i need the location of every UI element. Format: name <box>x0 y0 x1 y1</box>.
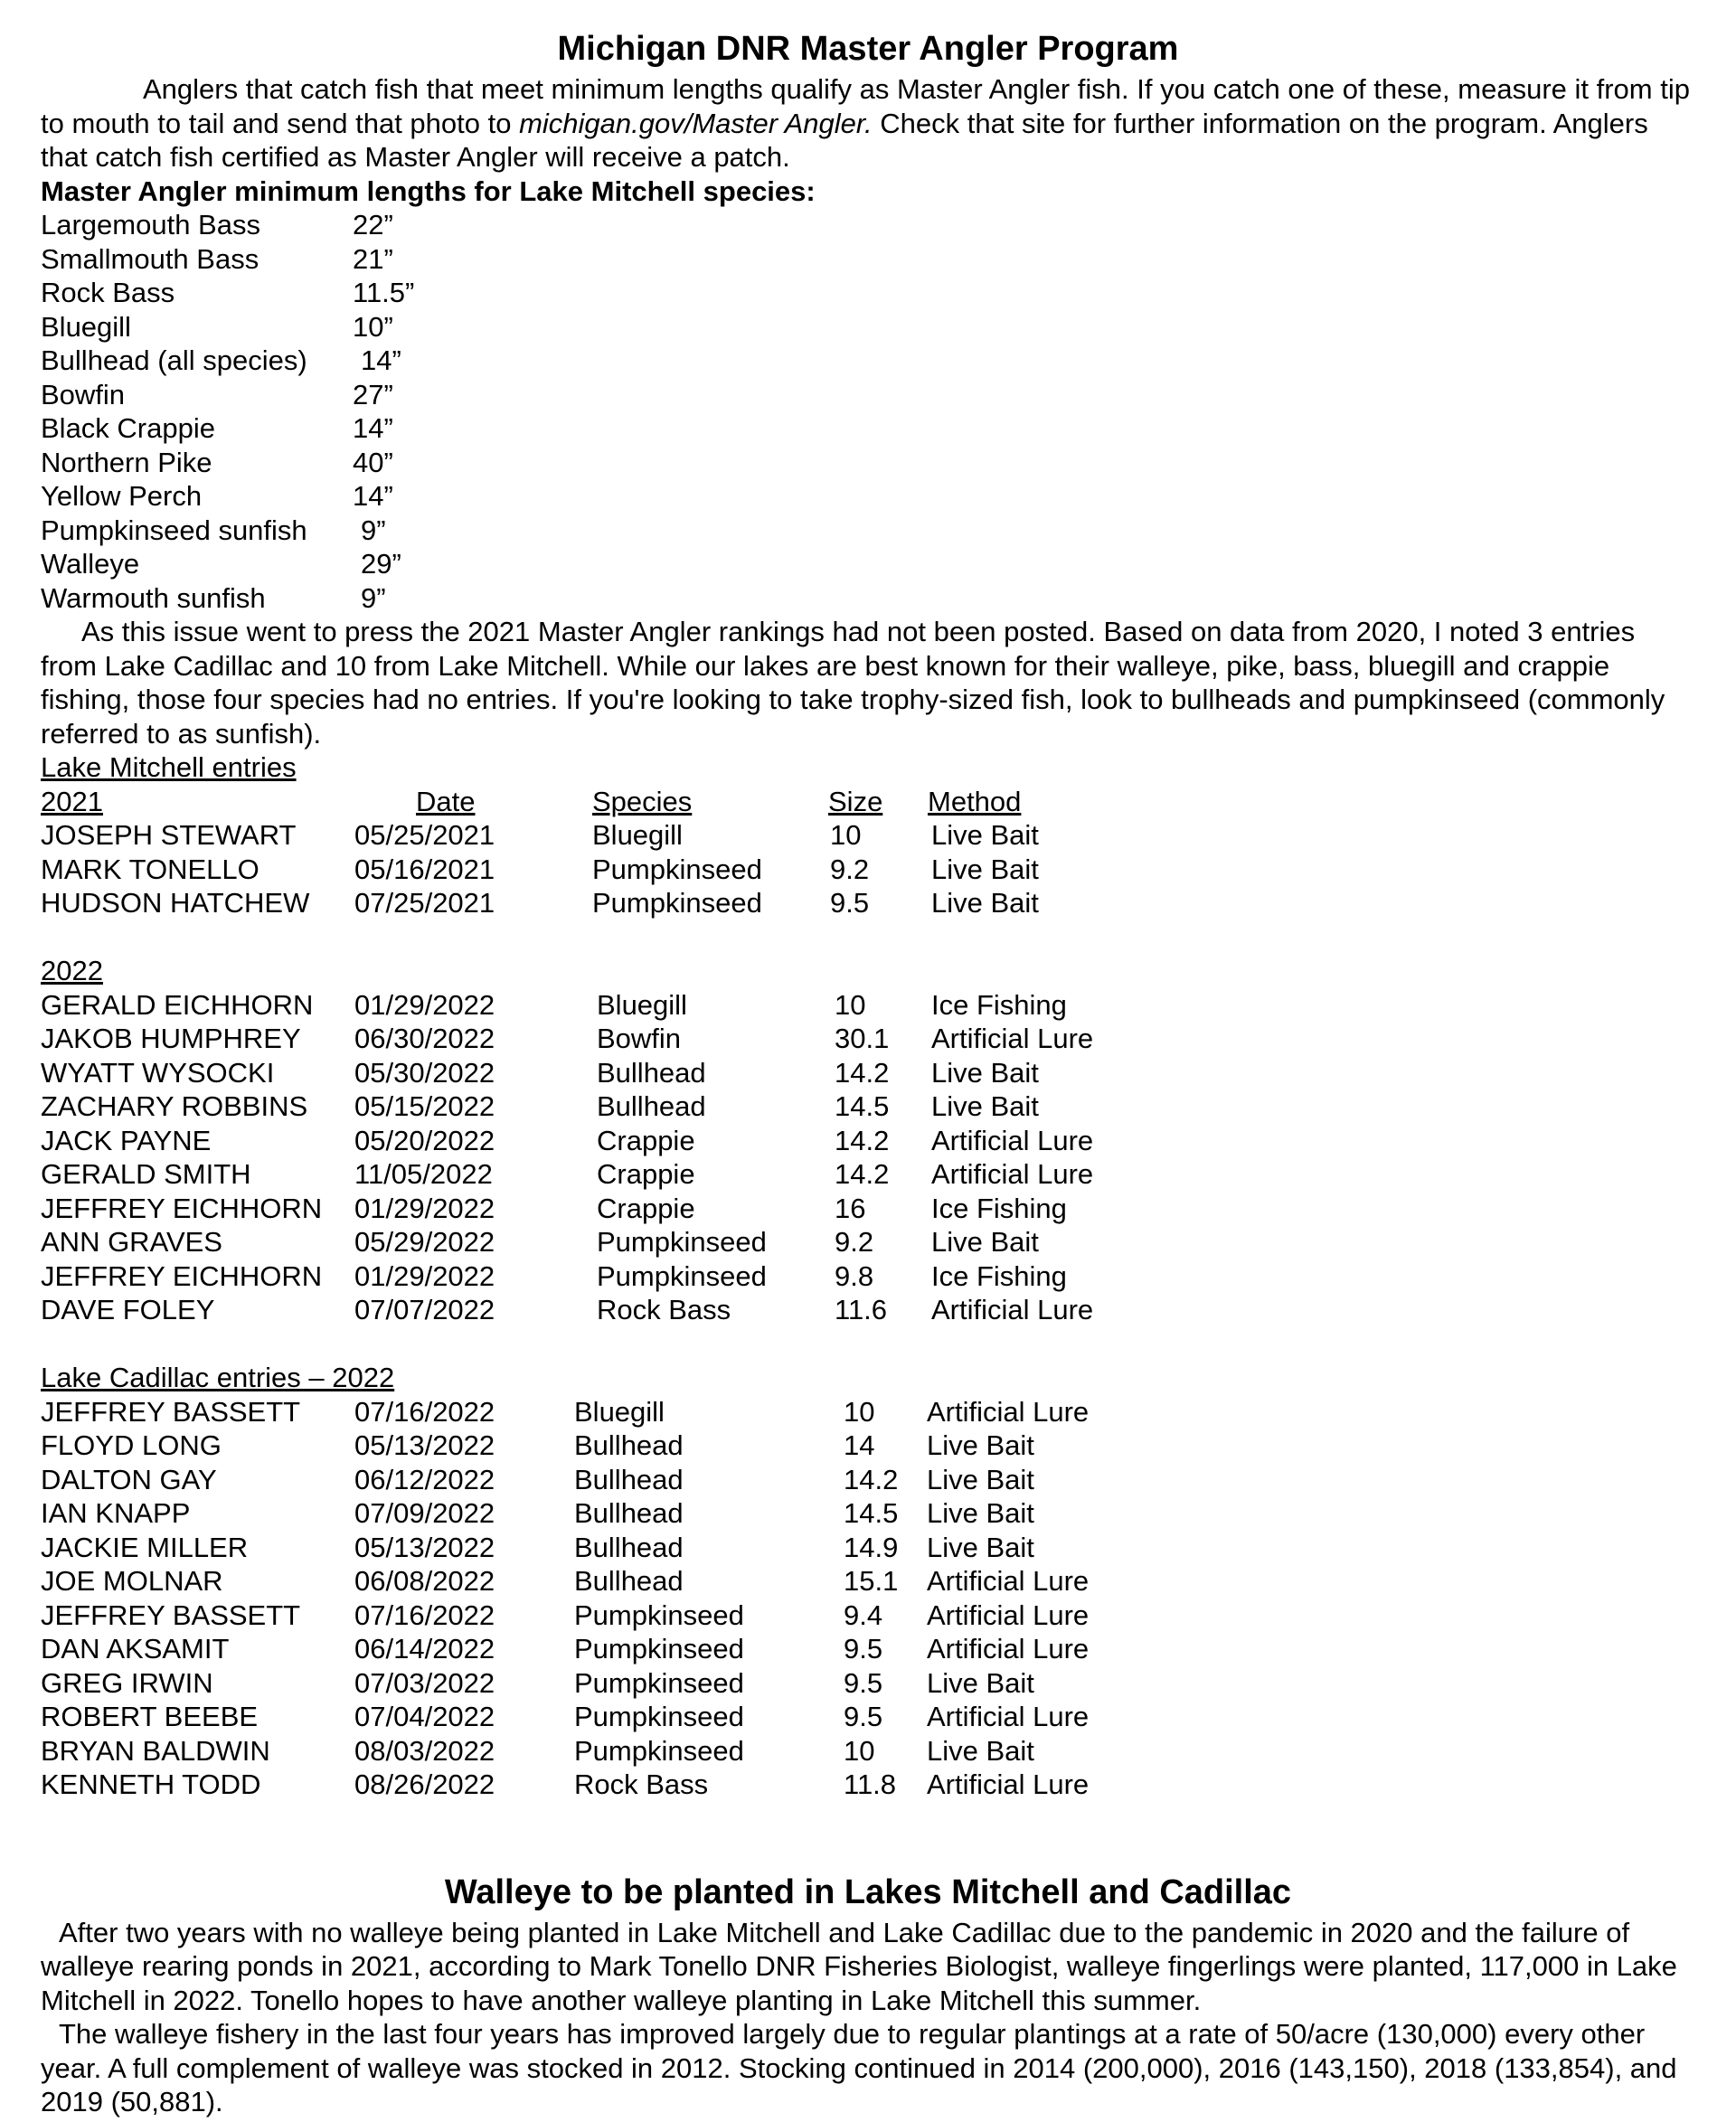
entry-name: DAN AKSAMIT <box>41 1633 230 1665</box>
min-length-value: 14” <box>353 480 393 512</box>
min-length-species: Bluegill <box>41 310 131 343</box>
entry-row <box>41 1124 1695 1158</box>
min-length-species: Bowfin <box>41 378 126 410</box>
mitchell-2021-entries <box>41 818 1695 920</box>
entry-name: JEFFREY EICHHORN <box>41 1192 323 1224</box>
entry-size: 14.5 <box>835 1090 890 1122</box>
min-length-value: 10” <box>353 310 393 343</box>
entry-species: Bullhead <box>574 1429 684 1461</box>
entry-method: Artificial Lure <box>927 1633 1090 1665</box>
entry-species: Bullhead <box>574 1565 684 1597</box>
entry-date: 05/20/2022 <box>354 1124 495 1156</box>
min-length-value: 9” <box>361 514 386 546</box>
entry-name: ROBERT BEEBE <box>41 1701 259 1732</box>
entry-size: 9.5 <box>844 1666 883 1699</box>
entry-row <box>41 886 1695 920</box>
entry-row <box>41 1599 1695 1633</box>
entry-size: 9.5 <box>844 1633 883 1665</box>
entry-date: 06/12/2022 <box>354 1463 495 1495</box>
entry-name: JACKIE MILLER <box>41 1531 249 1563</box>
entry-species: Crappie <box>597 1158 695 1190</box>
min-length-row <box>41 310 1695 344</box>
entry-row <box>41 1429 1695 1463</box>
min-length-row <box>41 378 1695 412</box>
entry-method: Live Bait <box>927 1429 1034 1461</box>
entry-method: Ice Fishing <box>931 988 1067 1021</box>
min-length-row <box>41 479 1695 514</box>
entry-date: 05/30/2022 <box>354 1056 495 1089</box>
entry-species: Pumpkinseed <box>574 1701 744 1732</box>
press-note-paragraph <box>41 615 1695 750</box>
min-length-value: 21” <box>353 242 393 275</box>
entry-method: Artificial Lure <box>927 1768 1090 1800</box>
min-length-row <box>41 276 1695 310</box>
entry-species: Bullhead <box>574 1463 684 1495</box>
entry-row <box>41 1700 1695 1734</box>
entry-size: 11.6 <box>835 1294 888 1325</box>
entry-name: JEFFREY BASSETT <box>41 1395 301 1428</box>
min-length-species: Black Crappie <box>41 412 215 444</box>
entry-size: 10 <box>830 819 862 851</box>
entry-method: Artificial Lure <box>931 1158 1094 1190</box>
entry-date: 07/16/2022 <box>354 1395 495 1428</box>
walleye-paragraph-1-text: After two years with no walleye being planted in Lake Mitchell and Lake Cadillac due to the pandemic in 2020 and the failure of walleye rearing ponds in 2021, according to Mark Tonello DNR Fisheries Biologist, walleye fingerlings were planted, 117,000 in Lake Mitchell in 2022. Tonello hopes to have another walleye planting in Lake Mitchell this summer. <box>41 1916 1677 2016</box>
entry-species: Bullhead <box>574 1497 684 1529</box>
min-length-row <box>41 242 1695 277</box>
entry-size: 14.2 <box>835 1056 890 1089</box>
entry-name: JOSEPH STEWART <box>41 819 297 851</box>
entry-method: Live Bait <box>931 887 1039 919</box>
mitchell-2022-entries <box>41 988 1695 1327</box>
walleye-paragraph-2-text: The walleye fishery in the last four years has improved largely due to regular plantings at a rate of 50/acre (130,000) every other year. A full complement of walleye was stocked in 2012. Stocking continued in 2014 (200,000), 2016 (143,150), 2018 (133,854), and 2019 (50,881). <box>41 2018 1677 2117</box>
document-page <box>41 25 1695 2119</box>
entry-date: 08/26/2022 <box>354 1768 495 1800</box>
entry-species: Pumpkinseed <box>592 853 762 885</box>
entry-date: 05/25/2021 <box>354 819 495 851</box>
header-year: 2021 <box>41 785 103 817</box>
entry-method: Live Bait <box>931 853 1039 885</box>
entry-row <box>41 1734 1695 1768</box>
entry-species: Pumpkinseed <box>597 1259 767 1292</box>
entry-species: Crappie <box>597 1192 695 1224</box>
entry-species: Pumpkinseed <box>574 1599 744 1631</box>
entry-date: 07/16/2022 <box>354 1599 495 1631</box>
entry-row <box>41 1632 1695 1666</box>
entry-method: Ice Fishing <box>931 1259 1067 1292</box>
min-length-species: Rock Bass <box>41 277 175 308</box>
header-size: Size <box>828 785 883 817</box>
entry-size: 30.1 <box>835 1023 890 1054</box>
entry-date: 05/13/2022 <box>354 1531 495 1563</box>
entry-row <box>41 1225 1695 1259</box>
min-lengths-heading: Master Angler minimum lengths for Lake Mitchell species: <box>41 174 816 207</box>
entry-species: Bluegill <box>592 819 683 851</box>
min-length-species: Bullhead (all species) <box>41 344 307 376</box>
entry-species: Pumpkinseed <box>592 887 762 919</box>
entry-name: JEFFREY BASSETT <box>41 1599 301 1631</box>
min-length-value: 29” <box>361 548 401 580</box>
entry-species: Pumpkinseed <box>574 1666 744 1699</box>
min-length-row <box>41 208 1695 242</box>
entry-date: 06/30/2022 <box>354 1023 495 1054</box>
entry-species: Rock Bass <box>597 1294 731 1325</box>
entry-size: 9.5 <box>830 887 870 919</box>
header-species: Species <box>592 785 693 817</box>
entry-name: GERALD SMITH <box>41 1158 251 1190</box>
entry-size: 14 <box>844 1429 875 1461</box>
min-length-row <box>41 411 1695 446</box>
min-length-value: 27” <box>353 378 393 410</box>
entry-date: 07/03/2022 <box>354 1666 495 1699</box>
entry-date: 06/14/2022 <box>354 1633 495 1665</box>
entry-size: 10 <box>844 1734 875 1767</box>
entry-row <box>41 1666 1695 1701</box>
intro-paragraph <box>41 72 1695 174</box>
entry-name: ZACHARY ROBBINS <box>41 1090 308 1122</box>
entry-species: Bluegill <box>597 988 687 1021</box>
entry-row <box>41 1293 1695 1327</box>
entry-species: Bluegill <box>574 1395 665 1428</box>
entry-row <box>41 1192 1695 1226</box>
entry-size: 14.2 <box>835 1158 890 1190</box>
walleye-paragraph-1 <box>41 1916 1695 2018</box>
entry-name: WYATT WYSOCKI <box>41 1056 275 1089</box>
entry-row <box>41 1768 1695 1802</box>
entry-size: 14.9 <box>844 1531 899 1563</box>
entry-species: Bowfin <box>597 1023 682 1054</box>
mitchell-2022-year: 2022 <box>41 955 103 986</box>
entry-size: 9.2 <box>830 853 870 885</box>
min-length-row <box>41 344 1695 378</box>
page-title: Michigan DNR Master Angler Program <box>557 30 1179 68</box>
entry-date: 01/29/2022 <box>354 988 495 1021</box>
entry-method: Artificial Lure <box>927 1599 1090 1631</box>
entry-size: 14.2 <box>835 1124 890 1156</box>
min-length-value: 14” <box>361 344 401 376</box>
entry-name: JACK PAYNE <box>41 1124 212 1156</box>
entry-size: 15.1 <box>844 1565 899 1597</box>
entry-name: GERALD EICHHORN <box>41 988 314 1021</box>
cadillac-entries <box>41 1395 1695 1802</box>
entry-date: 07/04/2022 <box>354 1701 495 1732</box>
walleye-paragraph-2 <box>41 2017 1695 2119</box>
entry-date: 05/13/2022 <box>354 1429 495 1461</box>
entry-name: JOE MOLNAR <box>41 1565 223 1597</box>
entry-date: 01/29/2022 <box>354 1259 495 1292</box>
entry-name: MARK TONELLO <box>41 853 259 885</box>
entry-date: 08/03/2022 <box>354 1734 495 1767</box>
min-length-row <box>41 547 1695 581</box>
min-length-species: Northern Pike <box>41 446 212 478</box>
entry-date: 05/29/2022 <box>354 1226 495 1258</box>
entry-method: Live Bait <box>931 1056 1039 1089</box>
entry-row <box>41 1496 1695 1531</box>
entry-species: Bullhead <box>597 1056 706 1089</box>
mitchell-2022-year-row <box>41 954 1695 988</box>
entry-species: Rock Bass <box>574 1768 709 1800</box>
entry-date: 07/07/2022 <box>354 1294 495 1325</box>
entry-name: GREG IRWIN <box>41 1666 213 1699</box>
entry-method: Live Bait <box>931 1090 1039 1122</box>
entry-size: 9.8 <box>835 1259 874 1292</box>
entry-name: IAN KNAPP <box>41 1497 191 1529</box>
min-length-species: Walleye <box>41 548 140 580</box>
min-length-species: Smallmouth Bass <box>41 242 259 275</box>
entry-row <box>41 1531 1695 1565</box>
entry-method: Artificial Lure <box>931 1124 1094 1156</box>
cadillac-heading: Lake Cadillac entries – 2022 <box>41 1362 395 1393</box>
entry-row <box>41 1056 1695 1090</box>
walleye-title: Walleye to be planted in Lakes Mitchell and Cadillac <box>444 1872 1292 1911</box>
entry-date: 05/16/2021 <box>354 853 495 885</box>
entry-row <box>41 1259 1695 1294</box>
entry-date: 11/05/2022 <box>354 1158 493 1190</box>
entry-method: Artificial Lure <box>931 1023 1094 1054</box>
entry-size: 9.5 <box>844 1701 883 1732</box>
entry-size: 11.8 <box>844 1768 897 1800</box>
entry-row <box>41 1022 1695 1056</box>
entry-row <box>41 1463 1695 1497</box>
entry-date: 05/15/2022 <box>354 1090 495 1122</box>
entry-species: Pumpkinseed <box>574 1633 744 1665</box>
entry-row <box>41 1157 1695 1192</box>
entry-method: Artificial Lure <box>927 1395 1090 1428</box>
entry-method: Live Bait <box>927 1463 1034 1495</box>
entry-row <box>41 1089 1695 1124</box>
entry-date: 07/09/2022 <box>354 1497 495 1529</box>
min-length-row <box>41 514 1695 548</box>
min-length-species: Pumpkinseed sunfish <box>41 514 307 546</box>
entry-size: 10 <box>835 988 866 1021</box>
entry-size: 14.5 <box>844 1497 899 1529</box>
entry-size: 10 <box>844 1395 875 1428</box>
min-lengths-list <box>41 208 1695 615</box>
entry-species: Pumpkinseed <box>574 1734 744 1767</box>
table-header-row <box>41 785 1695 819</box>
min-length-value: 40” <box>353 446 393 478</box>
program-link[interactable]: michigan.gov/Master Angler. <box>519 107 873 139</box>
entry-method: Live Bait <box>927 1497 1034 1529</box>
min-length-row <box>41 446 1695 480</box>
entry-date: 01/29/2022 <box>354 1192 495 1224</box>
entry-method: Artificial Lure <box>927 1565 1090 1597</box>
entry-name: JEFFREY EICHHORN <box>41 1259 323 1292</box>
entry-row <box>41 1564 1695 1599</box>
entry-row <box>41 988 1695 1023</box>
entry-name: KENNETH TODD <box>41 1768 261 1800</box>
entry-name: ANN GRAVES <box>41 1226 222 1258</box>
press-note-text: As this issue went to press the 2021 Master Angler rankings had not been posted. Based on data from 2020, I noted 3 entries from Lake Cadillac and 10 from Lake Mitchell. While our lakes are best known for their walleye, pike, bass, bluegill and crappie fishing, those four species had no entries. If you're looking to take trophy-sized fish, look to bullheads and pumpkinseed (commonly referred to as sunfish). <box>41 616 1665 750</box>
entry-method: Artificial Lure <box>927 1701 1090 1732</box>
entry-method: Live Bait <box>931 1226 1039 1258</box>
intro-text-after-link: Check that site for further information on the program. Anglers that catch fish certified as Master Angler will receive a patch. <box>41 107 1648 173</box>
intro-text-before-link: Anglers that catch fish that meet minimum lengths qualify as Master Angler fish. If you catch one of these, measure it from tip to mouth to tail and send that photo to <box>41 73 1690 139</box>
entry-size: 16 <box>835 1192 866 1224</box>
entry-method: Live Bait <box>927 1666 1034 1699</box>
entry-row <box>41 1395 1695 1429</box>
min-length-value: 22” <box>353 209 393 240</box>
min-length-value: 11.5” <box>353 277 415 308</box>
entry-name: DAVE FOLEY <box>41 1294 215 1325</box>
entry-method: Live Bait <box>927 1734 1034 1767</box>
mitchell-heading: Lake Mitchell entries <box>41 751 297 783</box>
entry-name: FLOYD LONG <box>41 1429 222 1461</box>
mitchell-heading-row <box>41 750 1695 785</box>
entry-name: BRYAN BALDWIN <box>41 1734 270 1767</box>
cadillac-heading-row <box>41 1361 1695 1395</box>
entry-species: Bullhead <box>597 1090 706 1122</box>
entry-species: Bullhead <box>574 1531 684 1563</box>
min-length-species: Largemouth Bass <box>41 209 260 240</box>
min-length-species: Yellow Perch <box>41 480 203 512</box>
entry-method: Artificial Lure <box>931 1294 1094 1325</box>
entry-species: Pumpkinseed <box>597 1226 767 1258</box>
entry-species: Crappie <box>597 1124 695 1156</box>
entry-method: Ice Fishing <box>931 1192 1067 1224</box>
entry-row <box>41 818 1695 853</box>
entry-size: 9.4 <box>844 1599 883 1631</box>
entry-row <box>41 853 1695 887</box>
entry-method: Live Bait <box>927 1531 1034 1563</box>
entry-method: Live Bait <box>931 819 1039 851</box>
entry-name: JAKOB HUMPHREY <box>41 1023 301 1054</box>
header-date: Date <box>416 785 476 817</box>
min-length-species: Warmouth sunfish <box>41 581 266 614</box>
entry-size: 9.2 <box>835 1226 874 1258</box>
min-length-value: 9” <box>361 581 386 614</box>
entry-name: HUDSON HATCHEW <box>41 887 310 919</box>
header-method: Method <box>928 785 1022 817</box>
entry-size: 14.2 <box>844 1463 899 1495</box>
min-length-row <box>41 581 1695 616</box>
min-length-value: 14” <box>353 412 393 444</box>
entry-name: DALTON GAY <box>41 1463 217 1495</box>
entry-date: 07/25/2021 <box>354 887 495 919</box>
entry-date: 06/08/2022 <box>354 1565 495 1597</box>
